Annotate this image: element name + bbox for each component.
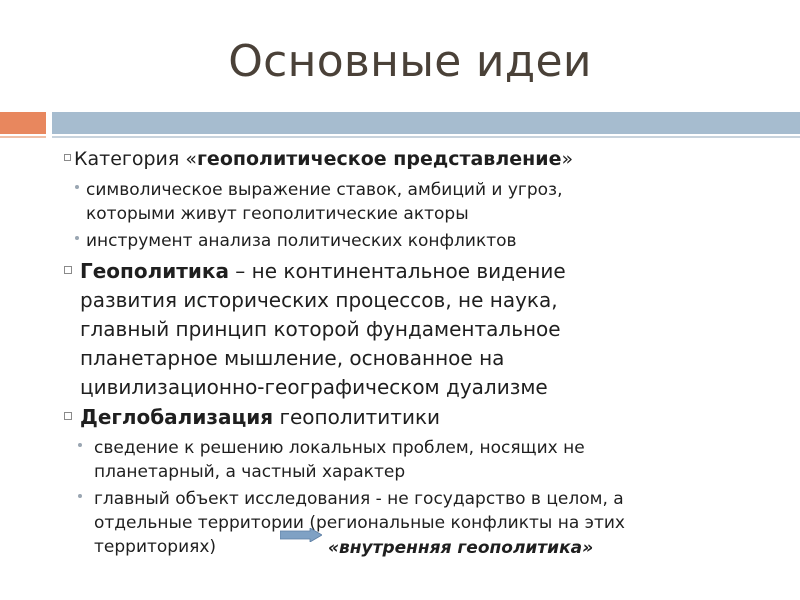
dot-bullet-icon	[78, 443, 82, 447]
accent-underline-orange	[0, 136, 46, 138]
sub-item-text: главный объект исследования - не государство в целом, а	[94, 489, 624, 509]
item-text: развития исторических процессов, не наука,	[80, 288, 558, 312]
arrow-right-icon	[280, 528, 322, 542]
sub-item-text: которыми живут геополитические акторы	[86, 204, 469, 224]
square-bullet-icon	[64, 412, 72, 420]
item-category: Категория «геополитическое представление»	[74, 148, 574, 170]
emphasis-text: «внутренняя геополитика»	[328, 538, 594, 558]
accent-bar-blue	[52, 112, 800, 134]
sub-item-text: инструмент анализа политических конфликтов	[86, 231, 517, 251]
accent-underline	[52, 136, 800, 138]
accent-bar-orange	[0, 112, 46, 134]
dot-bullet-icon	[78, 494, 82, 498]
item-deglobalization: Деглобализация геополититики	[80, 405, 441, 429]
slide-title: Основные идеи	[228, 36, 592, 87]
sub-item-text: сведение к решению локальных проблем, носящих не	[94, 438, 585, 458]
sub-item-text: символическое выражение ставок, амбиций и угроз,	[86, 180, 563, 200]
dot-bullet-icon	[75, 236, 79, 240]
sub-item-text: планетарный, а частный характер	[94, 462, 406, 482]
square-bullet-icon	[64, 154, 71, 161]
item-text: планетарное мышление, основанное на	[80, 346, 505, 370]
sub-item-text: отдельные территории (региональные конфликты на этих	[94, 513, 625, 533]
item-text: цивилизационно-географическом дуализме	[80, 375, 548, 399]
sub-item-text: территориях)	[94, 537, 217, 557]
dot-bullet-icon	[75, 185, 79, 189]
item-geopolitics: Геополитика – не континентальное видение	[80, 259, 566, 283]
square-bullet-icon	[64, 266, 72, 274]
item-text: главный принцип которой фундаментальное	[80, 317, 561, 341]
